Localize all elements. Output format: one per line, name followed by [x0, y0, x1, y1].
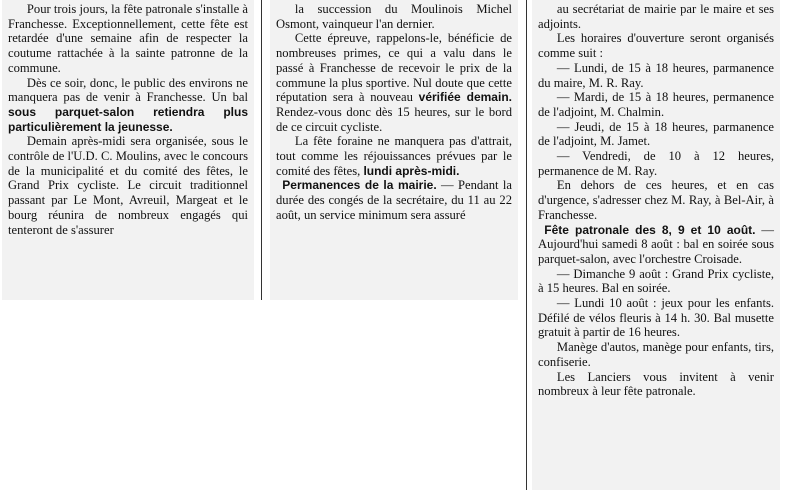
paragraph: — Mardi, de 15 à 18 heures, permanence de l'adjoint, M. Chalmin. — [538, 90, 774, 119]
article-column-3 — [532, 0, 780, 490]
paragraph — [8, 76, 248, 135]
text-run: Dès ce soir, donc, le public des environs ne manquera pas de venir à Franchesse. Un bal — [8, 75, 248, 105]
bold-text: vérifiée demain. — [418, 90, 512, 105]
paragraph: En dehors de ces heures, et en cas d'urgence, s'adresser chez M. Ray, à Bel-Air, à Franchesse. — [538, 178, 774, 222]
paragraph — [276, 31, 512, 134]
section-heading: Permanences de la mairie. — [282, 178, 437, 193]
bold-text: sous parquet-salon retiendra plus particulièrement la jeunesse. — [8, 104, 248, 134]
paragraph: Manège d'autos, manège pour enfants, tirs, confiserie. — [538, 340, 774, 369]
paragraph: la succession du Moulinois Michel Osmont, vainqueur l'an dernier. — [276, 2, 512, 31]
paragraph: Les horaires d'ouverture seront organisés comme suit : — [538, 31, 774, 61]
paragraph — [538, 223, 774, 267]
paragraph: — Jeudi, de 15 à 18 heures, parmanence de l'adjoint, M. Jamet. — [538, 119, 774, 149]
paragraph: — Vendredi, de 10 à 12 heures, permanence de M. Ray. — [538, 149, 774, 178]
article-column-2 — [270, 0, 518, 300]
column-divider — [261, 0, 262, 300]
text-run: Rendez-vous donc dès 15 heures, sur le bord de ce circuit cycliste. — [276, 104, 512, 134]
paragraph: — Lundi 10 août : jeux pour les enfants. Défilé de vélos fleuris à 14 h. 30. Bal musette gratuit à partir de 16 heures. — [538, 296, 774, 340]
section-heading: Fête patronale des 8, 9 et 10 août. — [544, 222, 756, 237]
bold-text: lundi après-midi. — [363, 163, 460, 178]
paragraph: Pour trois jours, la fête patronale s'installe à Franchesse. Exceptionnellement, cette fête est retardée d'une semaine afin de respecter la coutume rattachée à la sainte patronne de la commune. — [8, 2, 248, 75]
paragraph: — Dimanche 9 août : Grand Prix cycliste, à 15 heures. Bal en soirée. — [538, 266, 774, 296]
paragraph: — Lundi, de 15 à 18 heures, parmanence du maire, M. R. Ray. — [538, 60, 774, 90]
text-run: La fête foraine ne manquera pas d'attrait, tout comme les réjouissances prévues par le comité des fêtes, — [276, 134, 512, 178]
paragraph — [276, 134, 512, 178]
paragraph — [276, 178, 512, 222]
text-run: Cette épreuve, rappelons-le, bénéficie de nombreuses primes, ce qui a valu dans le passé à Franchesse de recevoir le prix de la commune la plus sportive. Nul doute que cette réputation sera à nouveau — [276, 31, 512, 105]
text-run: — Pendant la durée des congés de la secrétaire, du 11 au 22 août, un service minimum sera assuré — [276, 178, 512, 222]
paragraph: Les Lanciers vous invitent à venir nombreux à leur fête patronale. — [538, 369, 774, 399]
paragraph: au secrétariat de mairie par le maire et ses adjoints. — [538, 2, 774, 31]
column-divider — [526, 0, 527, 490]
article-column-1 — [2, 0, 254, 300]
text-run: — Aujourd'hui samedi 8 août : bal en soirée sous parquet-salon, avec l'orchestre Croisade. — [538, 222, 774, 266]
paragraph: Demain après-midi sera organisée, sous le contrôle de l'U.D. C. Moulins, avec le concours de la municipalité et du comité des fêtes, le Grand Prix cycliste. Le circuit traditionnel passant par Le Mont, Avreuil, Margeat et le bourg réunira de nombreux engagés qui tenteront de s'assurer — [8, 134, 248, 237]
